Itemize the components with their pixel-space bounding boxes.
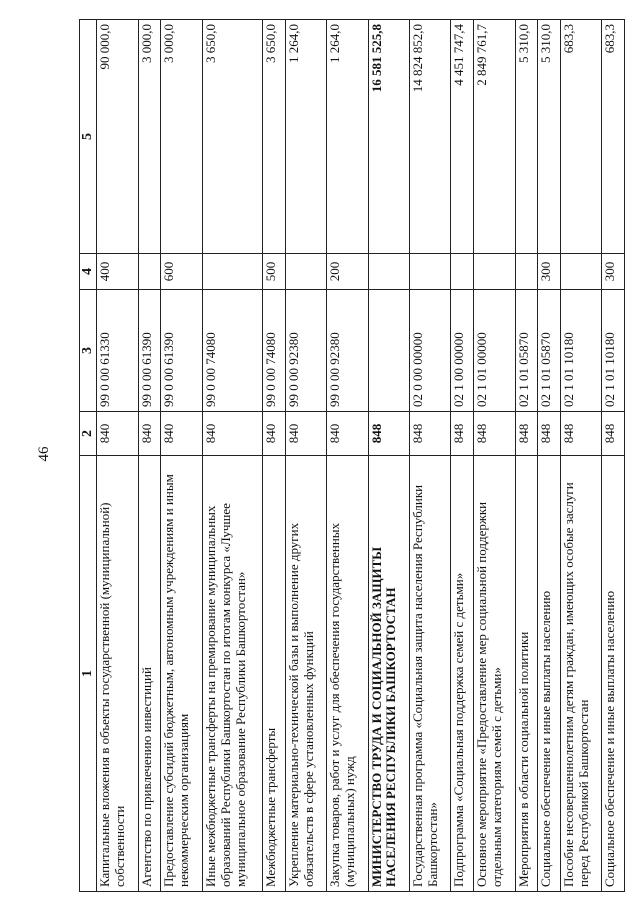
row-target-article: 02 1 01 00000	[474, 290, 515, 412]
row-expense-type	[560, 254, 601, 290]
row-name: Социальное обеспечение и иные выплаты населению	[602, 456, 625, 892]
row-name: Государственная программа «Социальная защита населения Республики Башкортостан»	[410, 456, 451, 892]
row-name: Пособие несовершеннолетним детям граждан, имеющих особые заслуги перед Республикой Башкортостан	[560, 456, 601, 892]
row-amount: 14 824 852,0	[410, 20, 451, 254]
row-expense-type	[202, 254, 262, 290]
row-name: Укрепление материально-технической базы и выполнение других обязательств в сфере установленных функций	[285, 456, 326, 892]
row-amount: 683,3	[560, 20, 601, 254]
row-amount: 3 650,0	[262, 20, 285, 254]
row-name: Мероприятия в области социальной политики	[515, 456, 538, 892]
table-row	[327, 20, 368, 892]
row-target-article: 02 1 01 10180	[602, 290, 625, 412]
budget-table	[79, 19, 625, 892]
row-expense-type: 600	[161, 254, 202, 290]
row-name: Предоставление субсидий бюджетным, автономным учреждениям и иным некоммерческим организациям	[161, 456, 202, 892]
row-name: Основное мероприятие «Предоставление мер социальной поддержки отдельным категориям семей с детьми»	[474, 456, 515, 892]
row-expense-type: 300	[602, 254, 625, 290]
table-row	[97, 20, 138, 892]
header-col-2: 2	[80, 412, 97, 456]
row-expense-type: 300	[538, 254, 561, 290]
row-target-article: 02 1 01 05870	[538, 290, 561, 412]
row-ministry-code: 848	[410, 412, 451, 456]
row-target-article: 99 0 00 74080	[202, 290, 262, 412]
row-expense-type	[138, 254, 161, 290]
row-expense-type	[410, 254, 451, 290]
row-expense-type	[474, 254, 515, 290]
row-expense-type	[285, 254, 326, 290]
row-amount: 683,3	[602, 20, 625, 254]
header-col-5: 5	[80, 20, 97, 254]
row-ministry-code: 840	[161, 412, 202, 456]
table-row	[161, 20, 202, 892]
header-col-4: 4	[80, 254, 97, 290]
row-target-article: 02 1 01 10180	[560, 290, 601, 412]
table-row	[410, 20, 451, 892]
table-row	[368, 20, 409, 892]
row-target-article: 99 0 00 61390	[161, 290, 202, 412]
header-col-3: 3	[80, 290, 97, 412]
row-target-article: 99 0 00 61330	[97, 290, 138, 412]
row-target-article	[368, 290, 409, 412]
table-row	[202, 20, 262, 892]
row-target-article: 99 0 00 92380	[285, 290, 326, 412]
row-ministry-code: 848	[560, 412, 601, 456]
row-ministry-code: 840	[285, 412, 326, 456]
table-row	[538, 20, 561, 892]
row-amount: 5 310,0	[515, 20, 538, 254]
table-row	[602, 20, 625, 892]
row-ministry-code: 848	[538, 412, 561, 456]
row-name: Подпрограмма «Социальная поддержка семей с детьми»	[451, 456, 474, 892]
row-amount: 4 451 747,4	[451, 20, 474, 254]
table-row	[138, 20, 161, 892]
row-ministry-code: 840	[97, 412, 138, 456]
table-body	[97, 20, 625, 892]
row-ministry-code: 840	[327, 412, 368, 456]
header-row	[80, 20, 97, 892]
row-name: Капитальные вложения в объекты государственной (муниципальной) собственности	[97, 456, 138, 892]
row-ministry-code: 848	[474, 412, 515, 456]
row-target-article: 99 0 00 92380	[327, 290, 368, 412]
row-name: Иные межбюджетные трансферты на премирование муниципальных образований Республики Башкортостан по итогам конкурса «Лучшее муниципальное образование Республики Башкортостан»	[202, 456, 262, 892]
table-row	[474, 20, 515, 892]
row-expense-type: 200	[327, 254, 368, 290]
table-row	[451, 20, 474, 892]
header-col-1: 1	[80, 456, 97, 892]
page-number: 46	[36, 446, 52, 462]
row-amount: 2 849 761,7	[474, 20, 515, 254]
row-ministry-code: 840	[202, 412, 262, 456]
row-amount: 3 650,0	[202, 20, 262, 254]
row-ministry-code: 848	[602, 412, 625, 456]
row-name: Социальное обеспечение и иные выплаты населению	[538, 456, 561, 892]
row-ministry-code: 840	[262, 412, 285, 456]
row-ministry-code: 848	[451, 412, 474, 456]
row-expense-type: 500	[262, 254, 285, 290]
row-amount: 1 264,0	[285, 20, 326, 254]
row-amount: 3 000,0	[138, 20, 161, 254]
table-row	[560, 20, 601, 892]
row-target-article: 99 0 00 61390	[138, 290, 161, 412]
row-name: Агентство по привлечению инвестиций	[138, 456, 161, 892]
row-amount: 16 581 525,8	[368, 20, 409, 254]
table-row	[262, 20, 285, 892]
row-amount: 1 264,0	[327, 20, 368, 254]
row-amount: 90 000,0	[97, 20, 138, 254]
row-target-article: 02 1 01 05870	[515, 290, 538, 412]
row-target-article: 02 1 00 00000	[451, 290, 474, 412]
row-name: Межбюджетные трансферты	[262, 456, 285, 892]
row-ministry-code: 840	[138, 412, 161, 456]
table-row	[515, 20, 538, 892]
row-name: МИНИСТЕРСТВО ТРУДА И СОЦИАЛЬНОЙ ЗАЩИТЫ НАСЕЛЕНИЯ РЕСПУБЛИКИ БАШКОРТОСТАН	[368, 456, 409, 892]
row-target-article: 99 0 00 74080	[262, 290, 285, 412]
budget-table-wrapper	[79, 20, 625, 892]
row-amount: 3 000,0	[161, 20, 202, 254]
row-expense-type: 400	[97, 254, 138, 290]
row-name: Закупка товаров, работ и услуг для обеспечения государственных (муниципальных) нужд	[327, 456, 368, 892]
row-expense-type	[368, 254, 409, 290]
row-target-article: 02 0 00 00000	[410, 290, 451, 412]
row-ministry-code: 848	[368, 412, 409, 456]
table-row	[285, 20, 326, 892]
row-expense-type	[515, 254, 538, 290]
row-ministry-code: 848	[515, 412, 538, 456]
row-expense-type	[451, 254, 474, 290]
row-amount: 5 310,0	[538, 20, 561, 254]
